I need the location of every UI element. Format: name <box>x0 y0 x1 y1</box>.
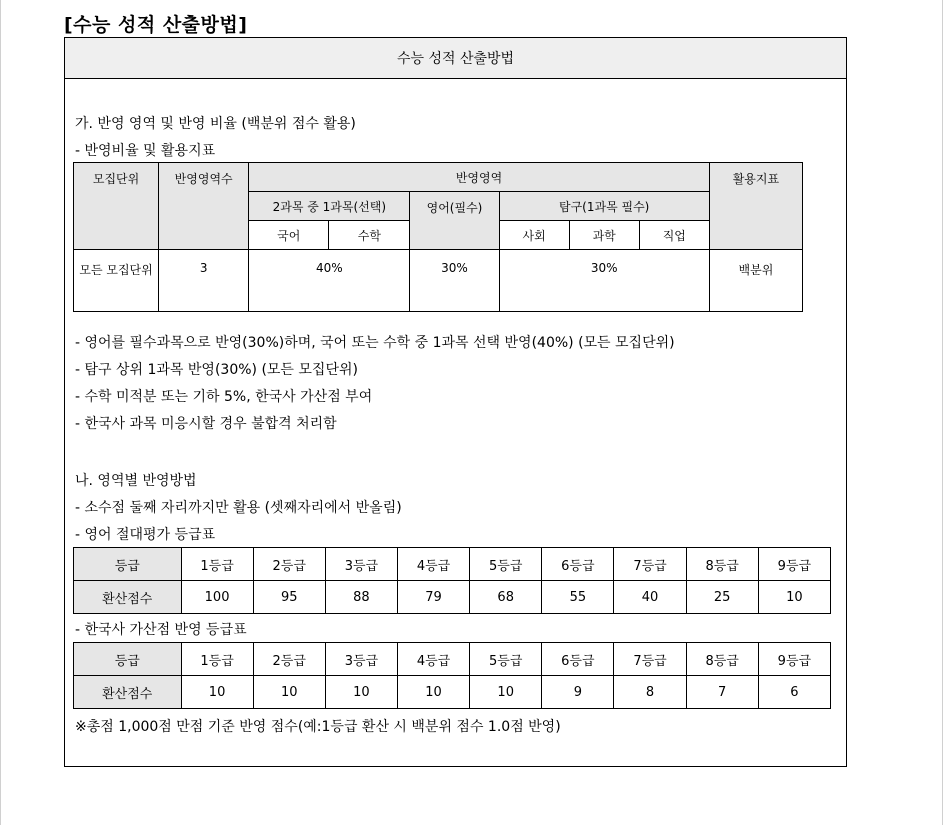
english-table-caption: - 영어 절대평가 등급표 <box>75 527 216 543</box>
table-row <box>74 250 803 312</box>
grade-cell: 2등급 <box>253 548 325 581</box>
footnote: ※총점 1,000점 만점 기준 반영 점수(예:1등급 환산 시 백분위 점수 1.0점 반영) <box>75 719 561 735</box>
score-cell: 100 <box>181 581 253 614</box>
grade-cell: 4등급 <box>397 548 469 581</box>
score-cell: 8 <box>614 676 686 709</box>
panel-header <box>65 38 846 79</box>
grade-cell: 6등급 <box>542 643 614 676</box>
grade-cell: 2등급 <box>253 643 325 676</box>
ratio-table <box>73 162 803 312</box>
cell-index: 백분위 <box>709 250 802 312</box>
section-a-heading: 가. 반영 영역 및 반영 비율 (백분위 점수 활용) <box>75 116 356 132</box>
note-line: - 수학 미적분 또는 기하 5%, 한국사 가산점 부여 <box>75 389 373 405</box>
grade-cell: 5등급 <box>470 643 542 676</box>
content-panel <box>64 37 847 767</box>
grade-cell: 1등급 <box>181 643 253 676</box>
grade-cell: 4등급 <box>397 643 469 676</box>
cell-choice: 40% <box>249 250 410 312</box>
note-line: - 탐구 상위 1과목 반영(30%) (모든 모집단위) <box>75 362 358 378</box>
grade-cell: 9등급 <box>758 548 830 581</box>
note-line: - 영어를 필수과목으로 반영(30%)하며, 국어 또는 수학 중 1과목 선택 반영(40%) (모든 모집단위) <box>75 335 675 351</box>
table-row <box>74 581 831 614</box>
score-cell: 68 <box>470 581 542 614</box>
score-cell: 10 <box>181 676 253 709</box>
score-cell: 10 <box>253 676 325 709</box>
score-cell: 10 <box>758 581 830 614</box>
grade-cell: 5등급 <box>470 548 542 581</box>
grade-cell: 8등급 <box>686 643 758 676</box>
score-cell: 55 <box>542 581 614 614</box>
row-label-score: 환산점수 <box>74 581 182 614</box>
table-row <box>74 676 831 709</box>
grade-cell: 7등급 <box>614 548 686 581</box>
table-row <box>74 548 831 581</box>
score-cell: 95 <box>253 581 325 614</box>
grade-cell: 7등급 <box>614 643 686 676</box>
header-index: 활용지표 <box>709 163 802 250</box>
section-b-heading: 나. 영역별 반영방법 <box>75 473 197 489</box>
rounding-note: - 소수점 둘째 자리까지만 활용 (셋째자리에서 반올림) <box>75 500 402 516</box>
header-korean: 국어 <box>249 221 329 250</box>
panel-title: 수능 성적 산출방법 <box>396 51 515 67</box>
score-cell: 6 <box>758 676 830 709</box>
score-cell: 10 <box>470 676 542 709</box>
header-inquiry: 탐구(1과목 필수) <box>499 192 709 221</box>
header-areas: 반영영역 <box>249 163 710 192</box>
table-row <box>74 643 831 676</box>
header-social: 사회 <box>499 221 569 250</box>
english-grade-table <box>73 547 831 614</box>
score-cell: 10 <box>397 676 469 709</box>
cell-unit: 모든 모집단위 <box>74 250 159 312</box>
cell-english: 30% <box>410 250 499 312</box>
header-science: 과학 <box>569 221 639 250</box>
history-grade-table <box>73 642 831 709</box>
header-math: 수학 <box>329 221 410 250</box>
score-cell: 40 <box>614 581 686 614</box>
header-choice: 2과목 중 1과목(선택) <box>249 192 410 221</box>
grade-cell: 3등급 <box>325 548 397 581</box>
row-label-grade: 등급 <box>74 548 182 581</box>
page-title: [수능 성적 산출방법] <box>64 14 248 36</box>
row-label-grade: 등급 <box>74 643 182 676</box>
note-line: - 한국사 과목 미응시할 경우 불합격 처리함 <box>75 416 337 432</box>
grade-cell: 6등급 <box>542 548 614 581</box>
row-label-score: 환산점수 <box>74 676 182 709</box>
header-english: 영어(필수) <box>410 192 499 250</box>
score-cell: 9 <box>542 676 614 709</box>
header-area-count: 반영영역수 <box>159 163 249 250</box>
grade-cell: 8등급 <box>686 548 758 581</box>
history-table-caption: - 한국사 가산점 반영 등급표 <box>75 622 247 638</box>
grade-cell: 9등급 <box>758 643 830 676</box>
grade-cell: 1등급 <box>181 548 253 581</box>
header-job: 직업 <box>639 221 709 250</box>
score-cell: 10 <box>325 676 397 709</box>
cell-inquiry: 30% <box>499 250 709 312</box>
table-header-row <box>74 163 803 192</box>
header-unit: 모집단위 <box>74 163 159 250</box>
score-cell: 79 <box>397 581 469 614</box>
grade-cell: 3등급 <box>325 643 397 676</box>
score-cell: 25 <box>686 581 758 614</box>
score-cell: 88 <box>325 581 397 614</box>
cell-count: 3 <box>159 250 249 312</box>
section-a-subheading: - 반영비율 및 활용지표 <box>75 143 216 159</box>
score-cell: 7 <box>686 676 758 709</box>
